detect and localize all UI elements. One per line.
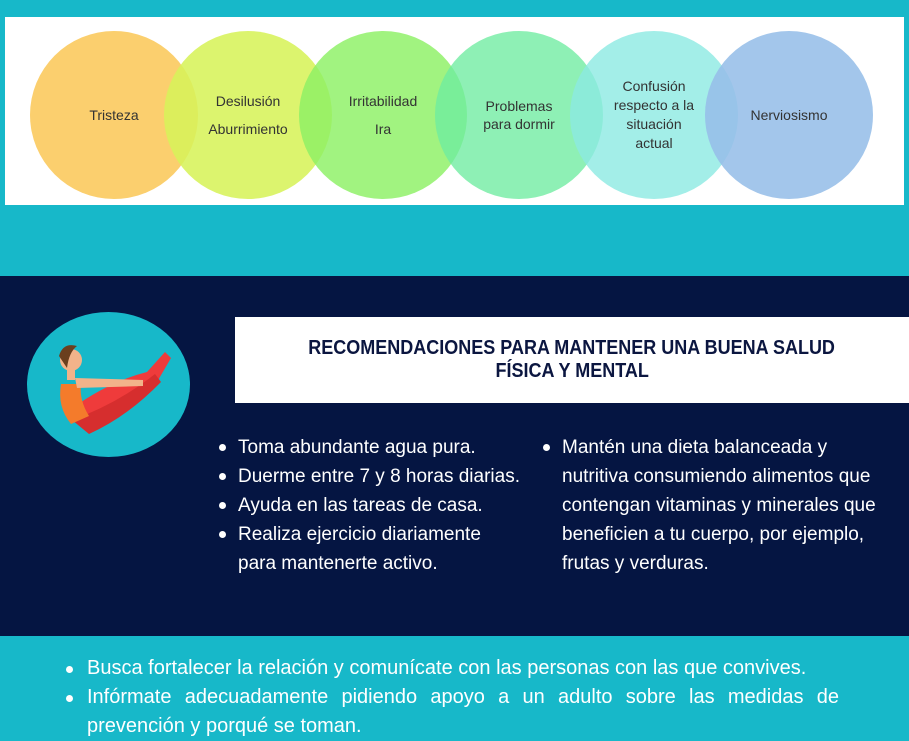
emotion-label: Problemas xyxy=(485,98,553,114)
emotion-label: Aburrimiento xyxy=(208,121,288,137)
yoga-pose-icon xyxy=(27,312,190,457)
emotion-label: actual xyxy=(635,135,673,151)
recommendations-title-line-2: FÍSICA Y MENTAL xyxy=(495,360,649,382)
list-item: Busca fortalecer la relación y comunícate con las personas con las que convives. xyxy=(87,654,839,683)
emotion-circle-nerviosismo xyxy=(705,31,873,199)
emotion-label: respecto a la xyxy=(613,97,695,113)
list-item: Duerme entre 7 y 8 horas diarias. xyxy=(238,462,528,491)
list-item: Realiza ejercicio diariamente para mantenerte activo. xyxy=(238,520,493,578)
emotion-label: Desilusión xyxy=(215,93,281,109)
emotion-label: Nerviosismo xyxy=(750,107,828,123)
recommendations-title-line-1: RECOMENDACIONES PARA MANTENER UNA BUENA SALUD xyxy=(308,337,836,359)
emotion-label: para dormir xyxy=(483,116,555,132)
list-item: Infórmate adecuadamente pidiendo apoyo a un adulto sobre las medidas de prevención y porqué se toman. xyxy=(87,683,839,741)
recommendations-title-box xyxy=(235,317,909,403)
bottom-recommendations-list xyxy=(87,654,839,741)
emotion-label: Tristeza xyxy=(89,107,139,123)
emotion-label: situación xyxy=(626,116,682,132)
emotion-label: Ira xyxy=(374,121,392,137)
recommendations-list-left xyxy=(238,433,528,578)
list-item: Toma abundante agua pura. xyxy=(238,433,528,462)
emotion-label: Irritabilidad xyxy=(348,93,418,109)
emotion-label: Confusión xyxy=(622,78,686,94)
list-item: Mantén una dieta balanceada y nutritiva consumiendo alimentos que contengan vitaminas y minerales que beneficien a tu cuerpo, por ejemplo, frutas y verduras. xyxy=(562,433,880,578)
list-item: Ayuda en las tareas de casa. xyxy=(238,491,528,520)
recommendations-list-right xyxy=(562,433,892,578)
emotions-circles xyxy=(0,0,909,230)
